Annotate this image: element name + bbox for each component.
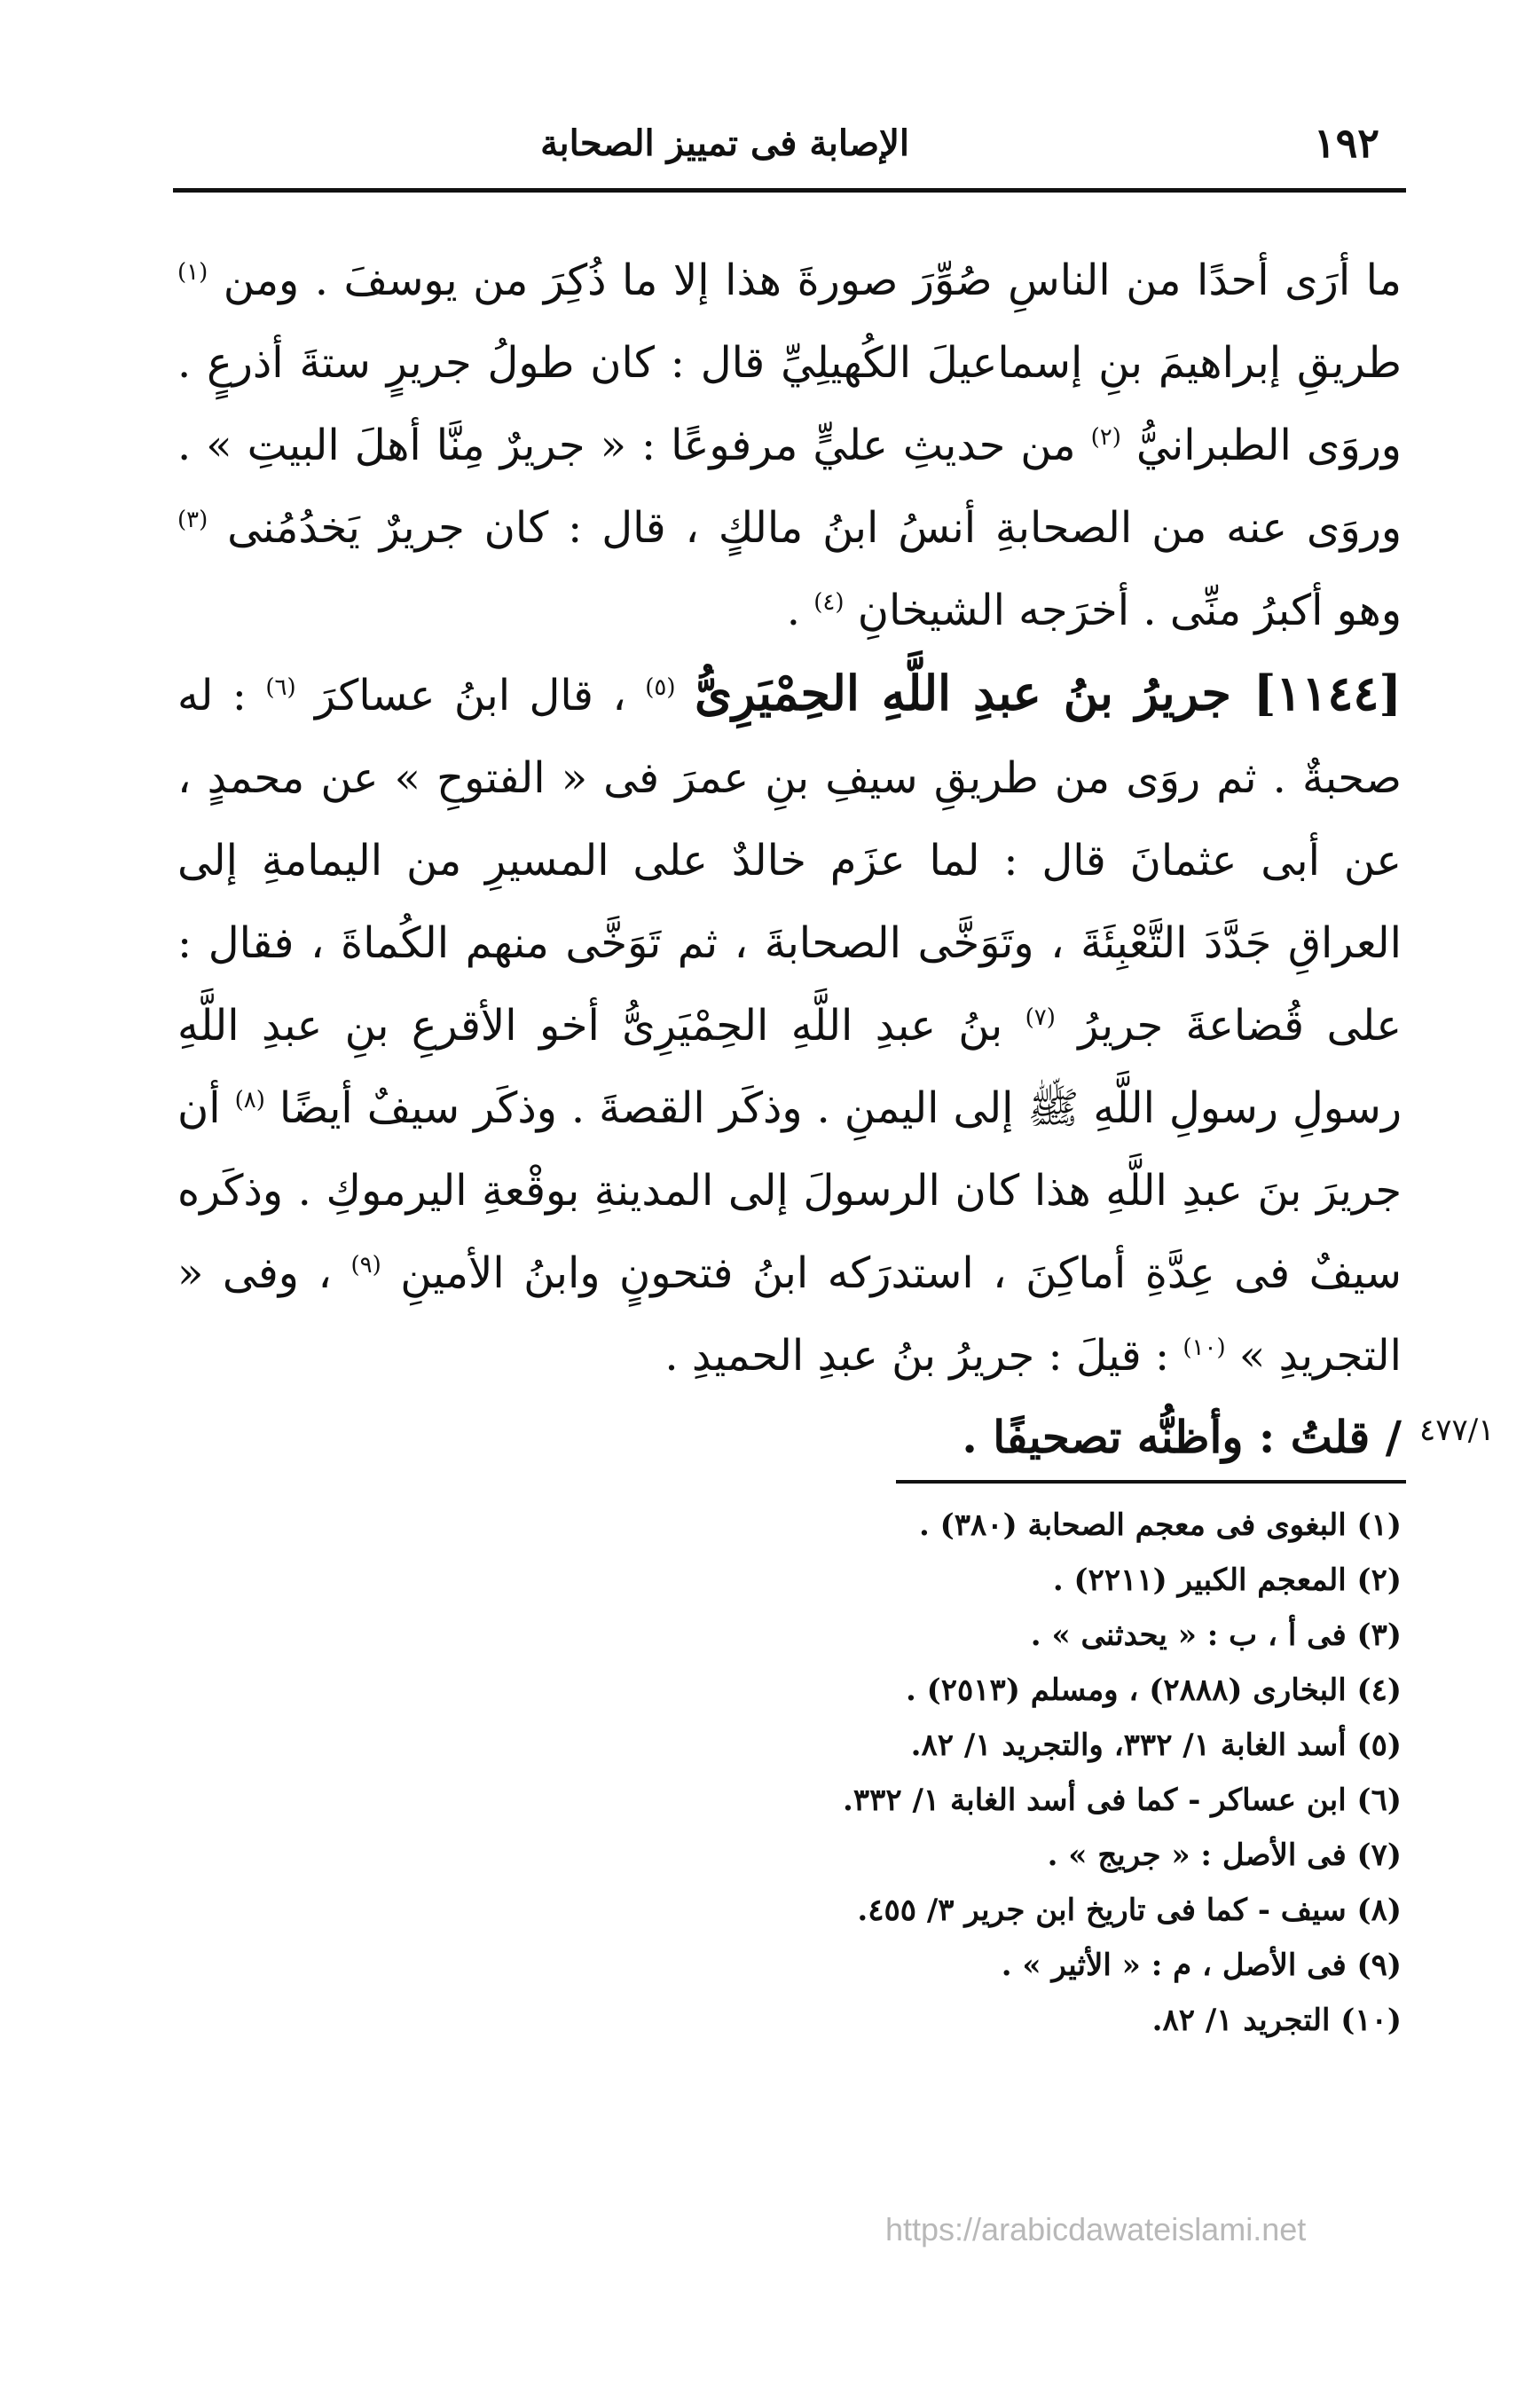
page-header [173, 115, 1406, 177]
footnotes-rule [896, 1480, 1406, 1484]
page-number: ١٩٢ [1313, 119, 1379, 167]
watermark-url: https://arabicdawateislami.net [885, 2211, 1307, 2247]
footnote-10: (١٠) التجريد ١/ ٨٢. [1151, 2003, 1402, 2038]
paragraph-jarir-description [177, 240, 1402, 652]
footnote-4: (٤) البخارى (٢٨٨٨) ، ومسلم (٢٥١٣) . [906, 1673, 1402, 1708]
text-segment: بنُ عبدِ اللَّهِ الحِمْيَرِىُّ أخو الأقرعِ بنِ عبدِ اللَّهِ رسولِ رسولِ اللَّهِ ﷺ إلى اليمنِ . وذكَر القصةَ . وذكَر سيفٌ أيضًا [177, 1001, 1402, 1133]
editor-comment: / قلتُ : وأظنُّه تصحيفًا . [962, 1411, 1402, 1463]
footnote-ref-9: (٩) [350, 1252, 381, 1279]
footnote-ref-4: (٤) [813, 589, 845, 616]
header-rule [173, 188, 1406, 193]
text-segment: من حديثِ عليٍّ مرفوعًا : « جريرٌ مِنَّا أهلَ البيتِ » . وروَى عنه من الصحابةِ أنسُ ابنُ مالكٍ ، قال : كان جريرٌ يَخدُمُنى [177, 421, 1402, 553]
text-segment: طريقِ إبراهيمَ بنِ إسماعيلَ الكُهيلِيِّ قال : كان طولُ جريرٍ ستةَ أذرعٍ . وروَى الطبرانيُّ [177, 338, 1402, 470]
footnote-ref-1: (١) [177, 259, 208, 286]
entry-heading: [١١٤٤] جريرُ بنُ عبدِ اللَّهِ الحِمْيَرِىُّ [694, 665, 1402, 721]
footnote-3: (٣) فى أ ، ب : « يحدثنى » . [1030, 1618, 1402, 1653]
footnote-ref-3: (٣) [177, 507, 208, 533]
running-title: الإصابة فى تمييز الصحابة [540, 122, 909, 164]
footnote-ref-10: (١٠) [1182, 1334, 1226, 1361]
text-segment: : له صحبةٌ . ثم روَى من طريقِ سيفِ بنِ عمرَ فى « الفتوحِ » عن محمدٍ ، عن أبى عثمانَ قال : لما عزَم خالدٌ على المسيرِ من اليمامةِ إلى العراقِ جَدَّدَ التَّعْبِئَةَ ، وتَوَخَّى الصحابةَ ، ثم تَوَخَّى منهم الكُماةَ ، فقال : على قُضاعةَ جريرُ [177, 671, 1402, 1051]
footnote-9: (٩) فى الأصل ، م : « الأثير » . [1001, 1948, 1402, 1983]
footnote-7: (٧) فى الأصل : « جريج » . [1047, 1838, 1402, 1873]
text-segment: أن جريرَ بنَ عبدِ اللَّهِ هذا كان الرسولَ إلى المدينةِ بوقْعةِ اليرموكِ . وذكَره سيفٌ فى عِدَّةِ أماكِنَ ، استدرَكه ابنُ فتحونٍ وابنُ الأمينِ [177, 1083, 1402, 1298]
footnote-ref-7: (٧) [1025, 1004, 1056, 1031]
footnote-2: (٢) المعجم الكبير (٢٢١١) . [1052, 1562, 1402, 1598]
text-segment: . [786, 586, 800, 635]
footnote-6: (٦) ابن عساكر - كما فى أسد الغابة ١/ ٣٣٢. [843, 1783, 1402, 1818]
text-segment: ، قال ابنُ عساكرَ [315, 671, 626, 720]
margin-page-reference: ٤٧٧/١ [1419, 1413, 1495, 1448]
footnote-ref-8: (٨) [234, 1087, 265, 1114]
footnote-ref-2: (٢) [1090, 424, 1121, 451]
footnotes [177, 1498, 1402, 2048]
main-text [177, 240, 1402, 1397]
footnote-ref-6: (٦) [265, 674, 296, 701]
paragraph-entry-1144 [177, 652, 1402, 1397]
footnote-5: (٥) أسد الغابة ١/ ٣٣٢، والتجريد ١/ ٨٢. [910, 1728, 1402, 1763]
footnote-ref-5: (٥) [645, 674, 676, 701]
footnote-8: (٨) سيف - كما فى تاريخ ابن جرير ٣/ ٤٥٥. [857, 1893, 1402, 1928]
text-segment: ما أرَى أحدًا من الناسِ صُوِّرَ صورةَ هذا إلا ما ذُكِرَ من يوسفَ . ومن [223, 256, 1402, 305]
text-segment: ، وفى « التجريدِ » [177, 1248, 1402, 1381]
text-segment: وهو أكبرُ منِّى . أخرَجه الشيخانِ [857, 586, 1402, 635]
footnote-1: (١) البغوى فى معجم الصحابة (٣٨٠) . [919, 1507, 1402, 1543]
text-segment: : قيلَ : جريرُ بنُ عبدِ الحميدِ . [664, 1331, 1170, 1381]
